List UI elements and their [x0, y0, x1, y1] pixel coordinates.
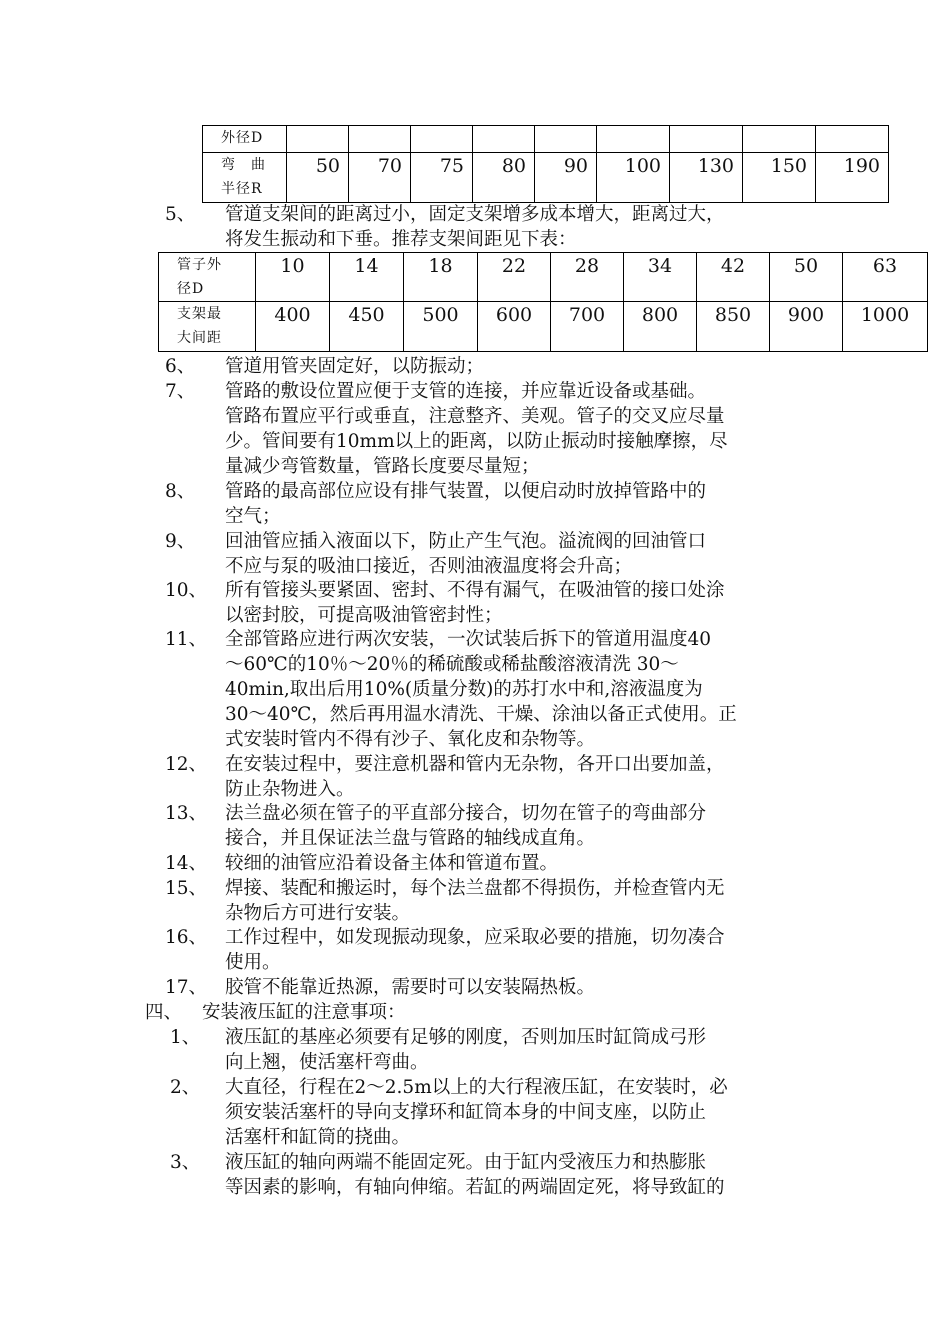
item-number: 3、	[170, 1152, 201, 1173]
max-spacing-label: 支架最 大间距	[159, 302, 256, 352]
item-text: 胶管不能靠近热源，需要时可以安装隔热板。	[225, 977, 596, 998]
list-item	[165, 876, 865, 927]
table-cell: 80	[473, 153, 535, 203]
item-text: 在安装过程中，要注意机器和管内无杂物，各开口出要加盖， 防止杂物进入。	[225, 754, 725, 800]
list-item	[165, 479, 865, 530]
list-item	[170, 1075, 870, 1151]
table-cell: 90	[535, 153, 597, 203]
table-cell: 22	[478, 253, 551, 302]
item-text: 全部管路应进行两次安装，一次试装后拆下的管道用温度40 ～60℃的10％～20％的稀硫酸或稀盐酸溶液清洗 30～ 40min,取出后用10%(质量分数)的苏打水中和,溶液温度为 30～40℃，然后再用温水清洗、干燥、涂油以备正式使用。正 式安装时管内不得有沙子、氧化皮和杂物等。	[225, 629, 737, 750]
item-number: 12、	[165, 754, 208, 775]
list-item	[165, 925, 865, 976]
item-text: 管路的最高部位应设有排气装置，以便启动时放掉管路中的 空气；	[225, 481, 707, 527]
list-item	[170, 1150, 870, 1201]
list-item	[165, 627, 865, 753]
table-cell: 400	[256, 302, 330, 352]
table-cell: 850	[697, 302, 770, 352]
item-text: 管道用管夹固定好，以防振动；	[225, 356, 485, 377]
item-number: 1、	[170, 1027, 201, 1048]
item-text: 大直径，行程在2～2.5m以上的大行程液压缸，在安装时，必 须安装活塞杆的导向支撑环和缸筒本身的中间支座，以防止 活塞杆和缸筒的挠曲。	[225, 1077, 728, 1148]
item-number: 7、	[165, 381, 196, 402]
table-cell: 600	[478, 302, 551, 352]
item-number: 11、	[165, 629, 208, 650]
table-cell: 50	[287, 153, 349, 203]
item-text: 管道支架间的距离过小，固定支架增多成本增大，距离过大， 将发生振动和下垂。推荐支架间距见下表：	[225, 204, 725, 250]
table-cell: 100	[597, 153, 670, 203]
item-text: 管路的敷设位置应便于支管的连接，并应靠近设备或基础。 管路布置应平行或垂直，注意整齐、美观。管子的交叉应尽量 少。管间要有10mm以上的距离，以防止振动时接触摩擦，尽 量减少弯管数量，管路长度要尽量短；	[225, 381, 728, 477]
table-cell: 50	[770, 253, 843, 302]
list-item	[165, 379, 865, 480]
table-cell: 18	[404, 253, 478, 302]
table-row	[203, 126, 889, 153]
list-item	[170, 1025, 870, 1076]
table-cell: 150	[743, 153, 816, 203]
table-row	[159, 253, 928, 302]
item-number: 10、	[165, 580, 208, 601]
item-number: 13、	[165, 803, 208, 824]
table-cell: 1000	[843, 302, 928, 352]
item-text: 工作过程中，如发现振动现象，应采取必要的措施，切勿凑合 使用。	[225, 927, 725, 973]
item-number: 14、	[165, 853, 208, 874]
table-cell: 70	[349, 153, 411, 203]
outer-diameter-label: 外径D	[203, 126, 287, 153]
table-cell: 34	[624, 253, 697, 302]
table-row	[159, 302, 928, 352]
pipe-od-label: 管子外 径D	[159, 253, 256, 302]
item-text: 焊接、装配和搬运时，每个法兰盘都不得损伤，并检查管内无 杂物后方可进行安装。	[225, 878, 725, 924]
table-row	[203, 153, 889, 203]
item-number: 2、	[170, 1077, 201, 1098]
item-number: 6、	[165, 356, 196, 377]
table-cell: 190	[816, 153, 889, 203]
table-cell: 28	[551, 253, 624, 302]
table-cell: 130	[670, 153, 743, 203]
bend-radius-label: 弯 曲 半径R	[203, 153, 287, 203]
support-spacing-table	[158, 252, 928, 352]
list-item	[165, 578, 865, 629]
item-text: 所有管接头要紧固、密封、不得有漏气，在吸油管的接口处涂 以密封胶，可提高吸油管密封性；	[225, 580, 725, 626]
item-number: 17、	[165, 977, 208, 998]
item-text: 法兰盘必须在管子的平直部分接合，切勿在管子的弯曲部分 接合，并且保证法兰盘与管路的轴线成直角。	[225, 803, 707, 849]
section-number: 四、	[145, 1002, 183, 1023]
table-cell: 450	[330, 302, 404, 352]
section-title: 安装液压缸的注意事项：	[202, 1002, 406, 1023]
table-cell: 10	[256, 253, 330, 302]
list-item	[165, 202, 865, 254]
item-text: 液压缸的基座必须要有足够的刚度，否则加压时缸筒成弓形 向上翘，使活塞杆弯曲。	[225, 1027, 707, 1073]
list-item	[165, 851, 865, 877]
table-cell: 75	[411, 153, 473, 203]
item-number: 15、	[165, 878, 208, 899]
table-cell: 42	[697, 253, 770, 302]
table-cell: 500	[404, 302, 478, 352]
table-cell: 800	[624, 302, 697, 352]
bend-radius-table	[202, 125, 889, 203]
list-item	[165, 354, 865, 380]
item-number: 5、	[165, 204, 196, 225]
table-cell: 63	[843, 253, 928, 302]
table-cell: 14	[330, 253, 404, 302]
list-item	[165, 975, 865, 1001]
list-item	[165, 752, 865, 803]
item-text: 回油管应插入液面以下，防止产生气泡。溢流阀的回油管口 不应与泵的吸油口接近，否则油液温度将会升高；	[225, 531, 707, 577]
item-text: 液压缸的轴向两端不能固定死。由于缸内受液压力和热膨胀 等因素的影响，有轴向伸缩。若缸的两端固定死，将导致缸的	[225, 1152, 725, 1198]
table-cell: 700	[551, 302, 624, 352]
item-number: 9、	[165, 531, 196, 552]
item-text: 较细的油管应沿着设备主体和管道布置。	[225, 853, 559, 874]
list-item	[165, 529, 865, 580]
item-number: 8、	[165, 481, 196, 502]
section-heading	[145, 1000, 845, 1026]
list-item	[165, 801, 865, 852]
table-cell: 900	[770, 302, 843, 352]
item-number: 16、	[165, 927, 208, 948]
